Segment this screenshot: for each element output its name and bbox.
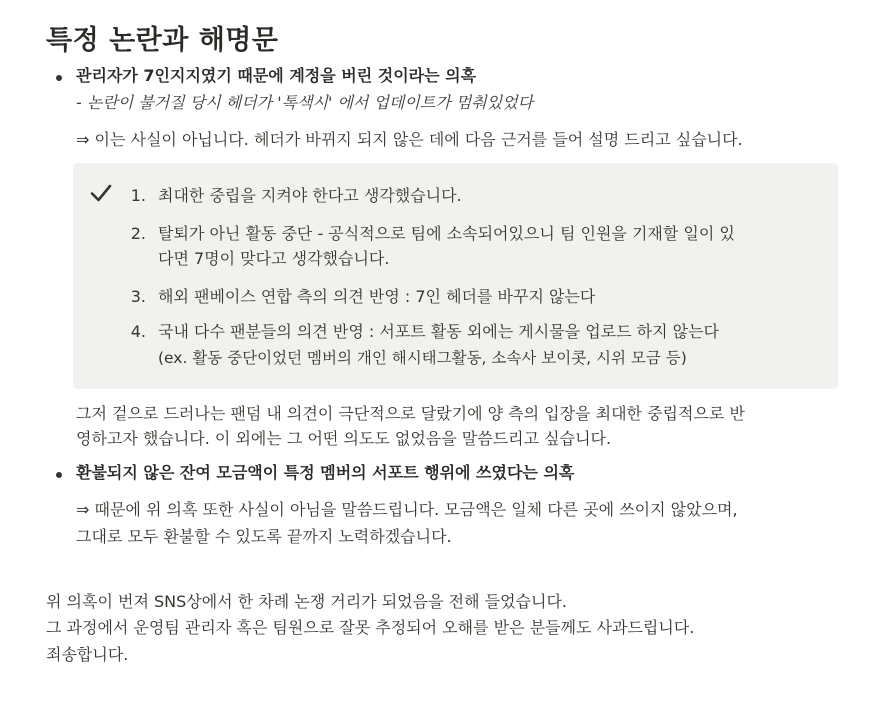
closing-line: 그 과정에서 운영팀 관리자 혹은 팀원으로 잘못 추정되어 오해를 받은 분들께도 사과드립니다. xyxy=(46,618,695,637)
closing-line: 죄송합니다. xyxy=(46,645,129,664)
list-number: 2. xyxy=(130,224,146,243)
list-item-line: (ex. 활동 중단이었던 멤버의 개인 해시태그활동, 소속사 보이콧, 시위 모금 등) xyxy=(158,349,687,367)
list-item-line: 최대한 중립을 지켜야 한다고 생각했습니다. xyxy=(158,186,462,205)
section1-title: 관리자가 7인지지였기 때문에 계정을 버린 것이라는 의혹 xyxy=(76,66,477,85)
list-number: 1. xyxy=(130,186,146,205)
list-item-line: 해외 팬베이스 연합 측의 의견 반영 : 7인 헤더를 바꾸지 않는다 xyxy=(158,287,596,306)
bullet-point xyxy=(56,472,62,478)
list-item-line: 다면 7명이 맞다고 생각했습니다. xyxy=(158,249,390,268)
section2-response-line: ⇒ 때문에 위 의혹 또한 사실이 아님을 말씀드립니다. 모금액은 일체 다른 곳에 쓰이지 않았으며, xyxy=(76,500,738,519)
section2-title: 환불되지 않은 잔여 모금액이 특정 멤버의 서포트 행위에 쓰였다는 의혹 xyxy=(76,463,575,482)
section1-response: ⇒ 이는 사실이 아닙니다. 헤더가 바뀌지 되지 않은 데에 다음 근거를 들어 설명 드리고 싶습니다. xyxy=(76,130,743,149)
list-number: 4. xyxy=(130,322,146,341)
section1-subtitle: - 논란이 불거질 당시 헤더가 '톡색시' 에서 업데이트가 멈춰있었다 xyxy=(76,93,534,112)
section1-after-line: 그저 겉으로 드러나는 팬덤 내 의견이 극단적으로 달랐기에 양 측의 입장을 최대한 중립적으로 반 xyxy=(76,404,745,423)
list-number: 3. xyxy=(130,287,146,306)
list-item-line: 국내 다수 팬분들의 의견 반영 : 서포트 활동 외에는 게시물을 업로드 하지 않는다 xyxy=(158,322,720,341)
check-icon xyxy=(90,182,112,204)
bullet-point xyxy=(56,75,62,81)
closing-line: 위 의혹이 번져 SNS상에서 한 차례 논쟁 거리가 되었음을 전해 들었습니다. xyxy=(46,592,567,611)
section1-after-line: 영하고자 했습니다. 이 외에는 그 어떤 의도도 없었음을 말씀드리고 싶습니다. xyxy=(76,429,612,448)
list-item-line: 탈퇴가 아닌 활동 중단 - 공식적으로 팀에 소속되어있으니 팀 인원을 기재할 일이 있 xyxy=(158,224,735,243)
section2-response-line: 그대로 모두 환불할 수 있도록 끝까지 노력하겠습니다. xyxy=(76,527,452,546)
page-title: 특정 논란과 해명문 xyxy=(46,25,279,56)
